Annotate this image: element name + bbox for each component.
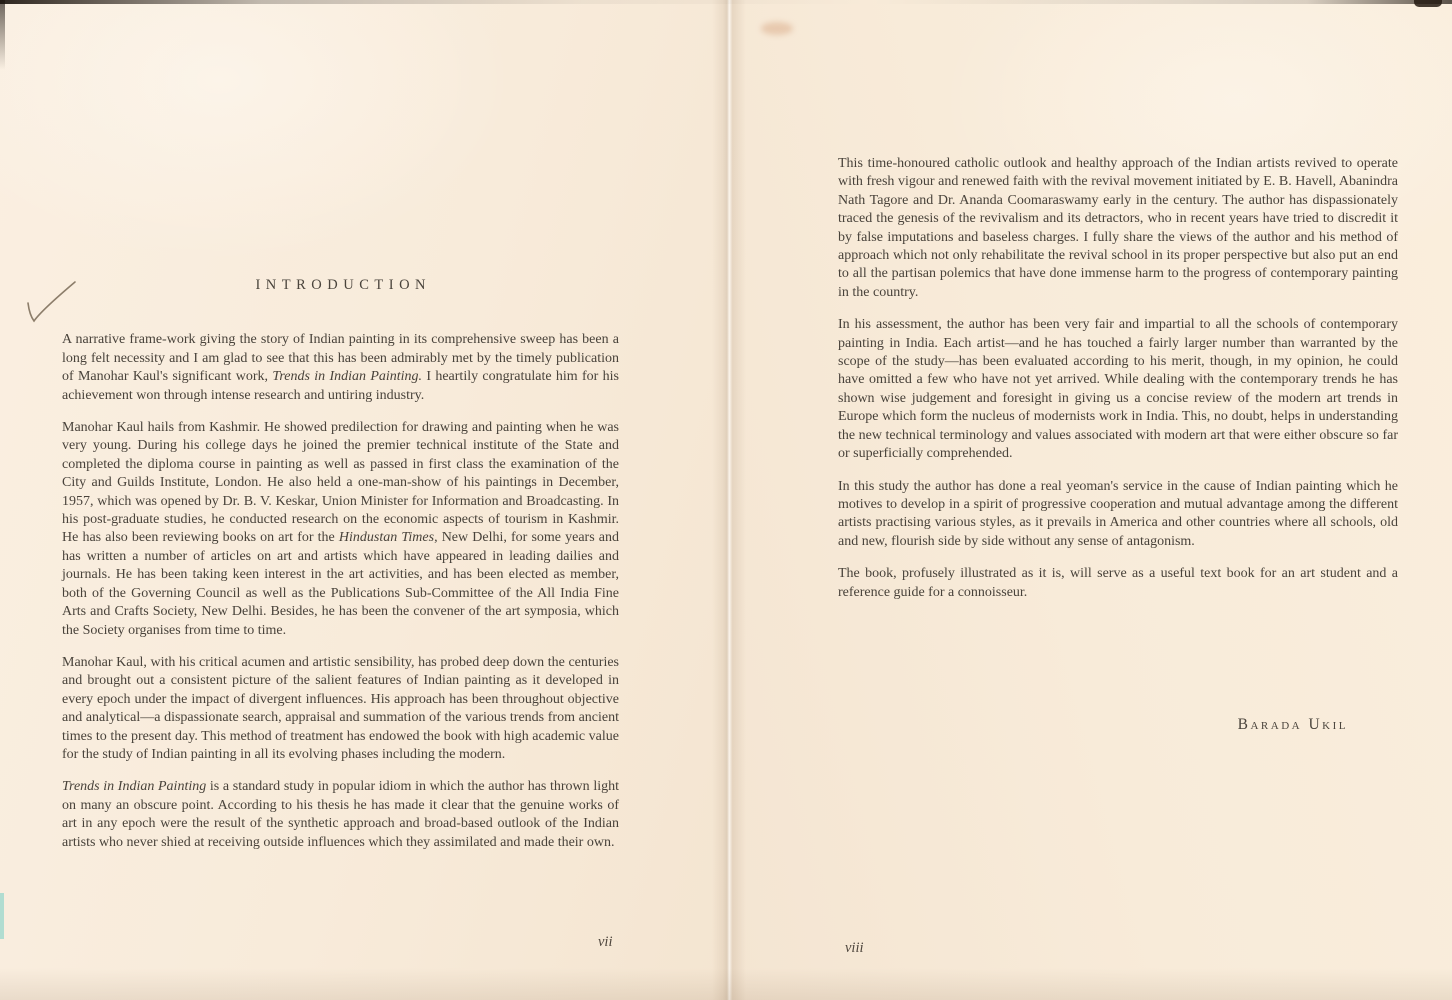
- text-run: In this study the author has done a real yeoman's service in the cause of Indian painting which he motives to develop in a spirit of progressive cooperation and mutual advantage among the different artists practising various styles, as it prevails in America and other countries where all schools, old and new, flourish side by side without any sense of antagonism.: [838, 478, 1398, 549]
- paragraph: [62, 419, 619, 640]
- right-page: [729, 0, 1452, 1000]
- page-title: INTRODUCTION: [255, 277, 432, 293]
- paper-stain: [761, 22, 793, 35]
- left-page-text: [62, 276, 619, 852]
- paragraph: [838, 565, 1398, 602]
- page-number-left: vii: [598, 934, 613, 950]
- paragraph: [62, 654, 619, 764]
- text-run: , New Delhi, for some years and has written a number of articles on art and artists which have appeared in leading dailies and journals. He has been taking keen interest in the art activities, and has been elected as member, both of the Governing Council as well as the Publications Sub-Committee of the All India Fine Arts and Crafts Society, New Delhi. Besides, he has been the convener of the art symposia, which the Society organises from time to time.: [62, 530, 620, 638]
- paragraph: [838, 316, 1398, 463]
- author-signature: Barada Ukil: [1237, 716, 1348, 733]
- book-top-edge: [0, 0, 1452, 4]
- page-number-right: viii: [845, 940, 864, 956]
- paragraph: [838, 478, 1398, 552]
- text-run: I heartily congratulate him for his achievement won through intense research and untiring industry.: [62, 369, 619, 403]
- italic-text-run: Trends in Indian Painting: [62, 779, 207, 795]
- paragraph: [62, 778, 619, 852]
- left-paragraphs: [62, 331, 619, 852]
- scan-edge-artifact: [0, 893, 4, 939]
- text-run: This time-honoured catholic outlook and healthy approach of the Indian artists revived to operate with fresh vigour and renewed faith with the revival movement initiated by E. B. Havell, Abanindra Nath Tagore and Dr. Ananda Coomaraswamy early in the century. The author has dispassionately traced the genesis of the revivalism and its detractors, who in recent years have tried to discredit it by false imputations and baseless charges. I fully share the views of the author and his method of approach which not only rehabilitate the revival school in its proper perspective but also put an end to all the partisan polemics that have done immense harm to the progress of contemporary painting in the country.: [838, 156, 1398, 300]
- right-page-text: [838, 155, 1398, 602]
- text-run: is a standard study in popular idiom in which the author has thrown light on many an obscure point. According to his thesis he has made it clear that the genuine works of art in any epoch were the result of the synthetic approach and broad-based outlook of the Indian artists who never shied at receiving outside influences which they assimilated and made their own.: [62, 779, 619, 850]
- text-run: Manohar Kaul hails from Kashmir. He showed predilection for drawing and painting when he was very young. During his college days he joined the premier technical institute of the State and completed the diploma course in painting as well as passed in first class the examination of the City and Guilds Institute, London. He also held a one-man-show of his paintings in December, 1957, which was opened by Dr. B. V. Keskar, Union Minister for Information and Broadcasting. In his post-graduate studies, he conducted research on the economic aspects of tourism in Kashmir. He has also been reviewing books on art for the: [62, 420, 619, 546]
- text-run: In his assessment, the author has been very fair and impartial to all the schools of contemporary painting in India. Each artist—and he has touched a fairly larger number than warranted by the scope of the study—has been evaluated according to his merit, though, in my opinion, he could have omitted a few who have not yet arrived. While dealing with the contemporary trends he has shown wise judgement and foresight in giving us a concise review of the modern art trends in Europe which form the nucleus of modernists work in India. This, no doubt, helps in understanding the new technical terminology and values associated with modern art that were either obscure so far or superficially comprehended.: [838, 317, 1398, 462]
- paragraph: [62, 331, 619, 405]
- italic-text-run: Hindustan Times: [338, 530, 435, 546]
- book-corner-notch: [1414, 0, 1442, 7]
- text-run: Manohar Kaul, with his critical acumen and artistic sensibility, has probed deep down the centuries and brought out a consistent picture of the salient features of Indian painting as it developed in every epoch under the impact of divergent influences. His approach has been throughout objective and analytical—a dispassionate search, appraisal and summation of the various trends from ancient times to the present day. This method of treatment has endowed the book with high academic value for the study of Indian painting in all its evolving phases including the modern.: [62, 654, 619, 762]
- text-run: A narrative frame-work giving the story of Indian painting in its comprehensive sweep has been a long felt necessity and I am glad to see that this has been admirably met by the timely publication of Manohar Kaul's significant work,: [62, 332, 619, 385]
- italic-text-run: Trends in Indian Painting.: [272, 369, 423, 385]
- book-left-spine-shadow: [0, 0, 5, 70]
- paragraph: [838, 155, 1398, 302]
- text-run: The book, profusely illustrated as it is, will serve as a useful text book for an art student and a reference guide for a connoisseur.: [838, 566, 1398, 600]
- right-paragraphs: [838, 155, 1398, 602]
